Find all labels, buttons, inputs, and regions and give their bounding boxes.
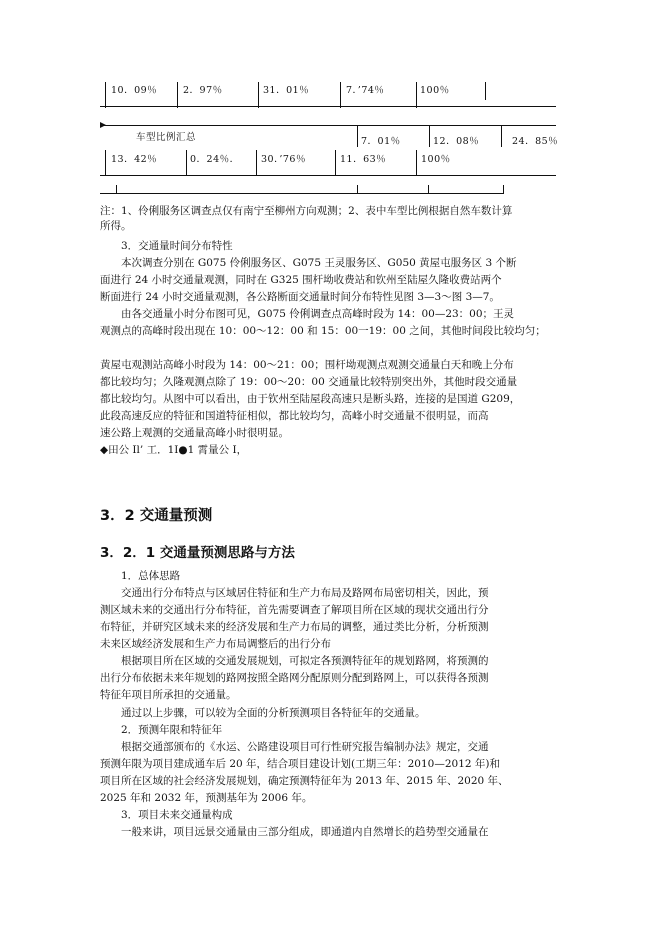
figure-tick [116, 185, 117, 194]
paragraph-line: 本次调查分别在 G075 伶俐服务区、G075 王灵服务区、G050 黄屋屯服务区 3 个断 [121, 257, 517, 269]
figure-note: 所得。 [100, 220, 132, 232]
garbled-caption: ◆田公 Il’ 工．1I●1 霄量公 I， [100, 444, 248, 456]
row1-value: 10．09％ [111, 85, 158, 96]
figure-tick [186, 150, 187, 176]
figure-tick [428, 185, 429, 194]
paragraph-line: 速公路上观测的交通量高峰小时很明显。 [100, 427, 289, 439]
paragraph-line: 根据项目所在区域的交通发展规划，可拟定各预测特征年的规划路网，将预测的 [121, 655, 489, 667]
row3-value: 30．’76％ [261, 154, 306, 165]
paragraph-line: 通过以上步骤，可以较为全面的分析预测项目各特征年的交通量。 [121, 707, 426, 719]
paragraph-line: 测区域未来的交通出行分布特征，首先需要调查了解项目所在区域的现状交通出行分 [100, 604, 489, 616]
figure-axis-line [100, 125, 556, 126]
figure-axis-line [100, 106, 556, 107]
item-title: 3．项目未来交通量构成 [121, 809, 233, 821]
item-title: 1．总体思路 [121, 570, 181, 582]
paragraph-line: 预测年限为项目建成通车后 20 年，结合项目建设计划(工期三年：2010—2012 年)和 [100, 758, 501, 770]
paragraph-line: 布特征，并研究区域未来的经济发展和生产力布局的调整，通过类比分析，分析预测 [100, 621, 489, 633]
row1-value: 2．97％ [183, 85, 223, 96]
paragraph-line: 观测点的高峰时段出现在 10：00～12：00 和 15：00一19：00 之间，其他时间段比较均匀； [100, 325, 546, 337]
paragraph-line: 未来区域经济发展和生产力布局调整后的出行分布 [100, 638, 331, 650]
figure-axis-line [100, 193, 504, 194]
row3-value: 0．24％． [190, 154, 240, 165]
row1-value: 100％ [420, 85, 450, 96]
paragraph-line: 根据交通部颁布的《水运、公路建设项目可行性研究报告编制办法》规定，交通 [121, 741, 489, 753]
paragraph-line: 交通出行分布特点与区域居住特征和生产力布局及路网布局密切相关，因此，预 [121, 587, 489, 599]
paragraph-line: 出行分布依据未来年规划的路网按照全路网分配原则分配到路网上，可以获得各预测 [100, 672, 489, 684]
figure-tick [357, 125, 358, 147]
section-title: 3．2 交通量预测 [100, 508, 213, 524]
figure-tick [416, 150, 417, 176]
figure-note: 注：1、伶俐服务区调查点仅有南宁至柳州方向观测；2、表中车型比例根据自然车数计算 [100, 205, 513, 217]
figure-tick [340, 82, 341, 108]
figure-tick [256, 150, 257, 176]
paragraph-line: 一般来讲，项目远景交通量由三部分组成，即通道内自然增长的趋势型交通量在 [121, 826, 489, 838]
summary-label: 车型比例汇总 [136, 132, 197, 143]
figure-tick [501, 125, 502, 147]
row2-value: 24．85％ [512, 136, 559, 147]
paragraph-line: 此段高速反应的特征和国道特征相似，都比较均匀，高峰小时交通量不很明显，而高 [100, 410, 489, 422]
figure-tick [416, 82, 417, 108]
paragraph-line: 黄屋屯观测站高峰小时段为 14：00～21：00；围杆坳观测点观测交通量白天和晚上分布 [100, 359, 514, 371]
row3-value: 100％ [421, 154, 451, 165]
figure-tick [335, 150, 336, 176]
paragraph-line: 项目所在区域的社会经济发展规划，确定预测特征年为 2013 年、2015 年、2020 年、 [100, 775, 509, 787]
figure-tick [177, 82, 178, 108]
figure-tick [105, 82, 106, 108]
figure-tick [258, 82, 259, 108]
figure-tick [105, 150, 106, 176]
paragraph-line: 特征年项目所承担的交通量。 [100, 689, 237, 701]
figure-tick [357, 185, 358, 194]
item-title: 2．预测年限和特征年 [121, 724, 223, 736]
paragraph-line: 都比较均匀。从图中可以看出，由于钦州至陆屋段高速只是断头路，连接的是国道 G209， [100, 393, 521, 405]
row2-value: 12．08％ [433, 136, 480, 147]
row2-value: 7．01％ [361, 136, 401, 147]
row3-value: 11．63％ [340, 154, 387, 165]
row1-value: 31．01％ [263, 85, 310, 96]
row3-value: 13．42％ [111, 154, 158, 165]
paragraph-line: 由各交通量小时分布图可见，G075 伶俐调查点高峰时段为 14：00—23：00；王灵 [121, 308, 515, 320]
subsection-title: 3．2．1 交通量预测思路与方法 [100, 545, 295, 561]
figure-tick [503, 185, 504, 194]
paragraph-line: 都比较均匀；久隆观测点除了 19：00～20：00 交通量比较特别突出外，其他时段交通量 [100, 376, 518, 388]
paragraph-line: 断面进行 24 小时交通量观测，各公路断面交通量时间分布特性见图 3—3～图 3—7。 [100, 291, 500, 303]
paragraph-line: 面进行 24 小时交通量观测，同时在 G325 围杆坳收费站和钦州至陆屋久隆收费站两个 [100, 274, 502, 286]
figure-tick [485, 82, 486, 100]
paragraph-line: 2025 年和 2032 年，预测基年为 2006 年。 [100, 792, 313, 804]
figure-tick [429, 125, 430, 147]
figure-axis-line [100, 175, 556, 176]
row1-value: 7．’74％ [346, 85, 385, 96]
section-heading: 3．交通量时间分布特性 [121, 240, 233, 252]
